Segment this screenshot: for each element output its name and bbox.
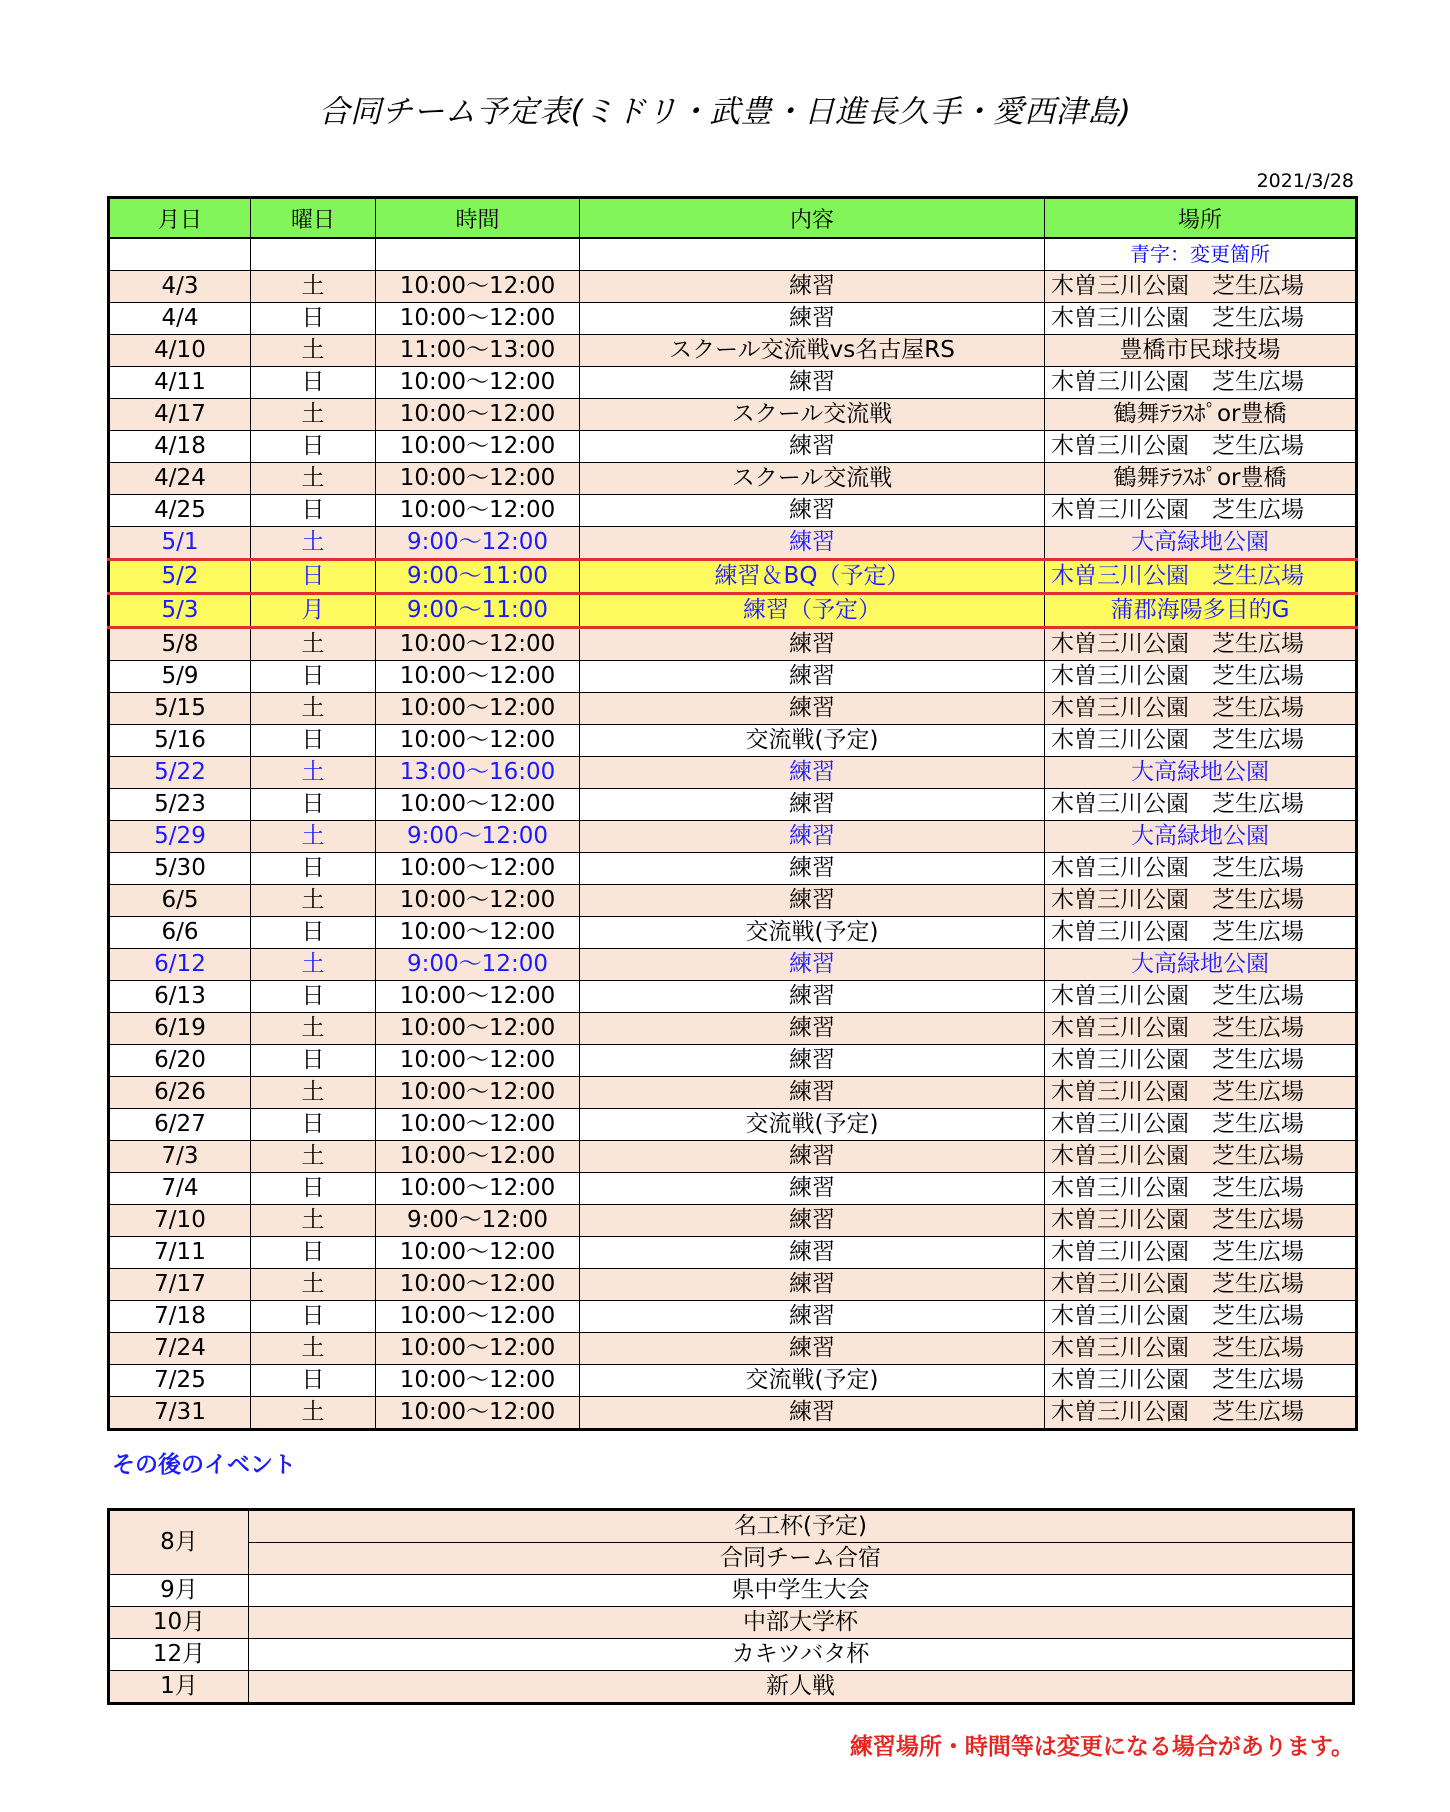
schedule-row	[109, 1141, 1357, 1173]
row-day: 土	[251, 757, 376, 789]
schedule-row	[109, 757, 1357, 789]
schedule-row	[109, 1333, 1357, 1365]
row-time: 10:00～12:00	[376, 1365, 580, 1397]
row-place: 木曽三川公園 芝生広場	[1045, 1301, 1357, 1333]
row-content: 練習	[580, 527, 1045, 560]
row-time: 10:00～12:00	[376, 1173, 580, 1205]
row-date: 7/10	[109, 1205, 251, 1237]
row-content: スクール交流戦vs名古屋RS	[580, 335, 1045, 367]
row-content: 練習	[580, 789, 1045, 821]
change-note: 青字：変更箇所	[1045, 238, 1357, 271]
row-time: 9:00～11:00	[376, 594, 580, 628]
row-content: 練習	[580, 495, 1045, 527]
event-name: カキツバタ杯	[249, 1639, 1354, 1671]
row-date: 4/10	[109, 335, 251, 367]
row-date: 7/31	[109, 1397, 251, 1430]
row-time: 10:00～12:00	[376, 1045, 580, 1077]
schedule-row	[109, 1237, 1357, 1269]
row-date: 7/17	[109, 1269, 251, 1301]
row-date: 6/26	[109, 1077, 251, 1109]
row-date: 5/3	[109, 594, 251, 628]
row-time: 10:00～12:00	[376, 725, 580, 757]
events-table	[107, 1508, 1355, 1705]
note-row	[109, 238, 1357, 271]
row-time: 10:00～12:00	[376, 917, 580, 949]
header-day: 曜日	[251, 198, 376, 239]
row-date: 5/8	[109, 628, 251, 661]
row-day: 土	[251, 821, 376, 853]
row-date: 6/27	[109, 1109, 251, 1141]
row-day: 日	[251, 1109, 376, 1141]
row-date: 6/13	[109, 981, 251, 1013]
row-date: 7/11	[109, 1237, 251, 1269]
schedule-row	[109, 1301, 1357, 1333]
row-place: 木曽三川公園 芝生広場	[1045, 271, 1357, 303]
schedule-row	[109, 303, 1357, 335]
row-date: 5/22	[109, 757, 251, 789]
header-date: 月日	[109, 198, 251, 239]
row-time: 10:00～12:00	[376, 271, 580, 303]
row-date: 7/3	[109, 1141, 251, 1173]
row-content: 練習	[580, 431, 1045, 463]
row-day: 日	[251, 661, 376, 693]
schedule-row	[109, 1013, 1357, 1045]
row-place: 木曽三川公園 芝生広場	[1045, 1237, 1357, 1269]
row-content: 練習	[580, 1333, 1045, 1365]
row-content: 練習	[580, 981, 1045, 1013]
row-time: 10:00～12:00	[376, 789, 580, 821]
row-time: 10:00～12:00	[376, 463, 580, 495]
row-place: 木曽三川公園 芝生広場	[1045, 367, 1357, 399]
row-content: 練習	[580, 1173, 1045, 1205]
schedule-row	[109, 628, 1357, 661]
row-day: 日	[251, 1301, 376, 1333]
row-date: 4/17	[109, 399, 251, 431]
header-row	[109, 198, 1357, 239]
row-day: 土	[251, 463, 376, 495]
schedule-row	[109, 981, 1357, 1013]
row-time: 10:00～12:00	[376, 885, 580, 917]
row-time: 10:00～12:00	[376, 1397, 580, 1430]
row-place: 木曽三川公園 芝生広場	[1045, 725, 1357, 757]
event-month: 1月	[109, 1671, 249, 1704]
row-content: 練習	[580, 303, 1045, 335]
event-month: 12月	[109, 1639, 249, 1671]
row-content: 練習	[580, 821, 1045, 853]
header-place: 場所	[1045, 198, 1357, 239]
row-place: 木曽三川公園 芝生広場	[1045, 853, 1357, 885]
row-date: 6/5	[109, 885, 251, 917]
row-content: スクール交流戦	[580, 399, 1045, 431]
row-day: 土	[251, 1205, 376, 1237]
row-day: 土	[251, 1013, 376, 1045]
row-day: 土	[251, 1333, 376, 1365]
row-time: 9:00～12:00	[376, 1205, 580, 1237]
schedule-row	[109, 1365, 1357, 1397]
row-date: 4/11	[109, 367, 251, 399]
row-day: 土	[251, 1141, 376, 1173]
row-place: 木曽三川公園 芝生広場	[1045, 1205, 1357, 1237]
row-day: 日	[251, 560, 376, 594]
row-day: 土	[251, 693, 376, 725]
row-time: 9:00～11:00	[376, 560, 580, 594]
schedule-row	[109, 1269, 1357, 1301]
row-content: 交流戦(予定)	[580, 1109, 1045, 1141]
event-name: 合同チーム合宿	[249, 1543, 1354, 1575]
row-content: 練習	[580, 1045, 1045, 1077]
row-place: 木曽三川公園 芝生広場	[1045, 1141, 1357, 1173]
row-date: 4/18	[109, 431, 251, 463]
schedule-row	[109, 885, 1357, 917]
event-row	[109, 1575, 1354, 1607]
document-date: 2021/3/28	[1256, 170, 1354, 192]
schedule-row	[109, 399, 1357, 431]
row-content: 練習	[580, 1077, 1045, 1109]
row-day: 土	[251, 1397, 376, 1430]
row-date: 4/24	[109, 463, 251, 495]
schedule-row	[109, 367, 1357, 399]
row-date: 5/23	[109, 789, 251, 821]
row-place: 大高緑地公園	[1045, 949, 1357, 981]
schedule-row	[109, 853, 1357, 885]
row-place: 木曽三川公園 芝生広場	[1045, 1013, 1357, 1045]
row-place: 木曽三川公園 芝生広場	[1045, 431, 1357, 463]
row-time: 10:00～12:00	[376, 303, 580, 335]
row-content: 練習	[580, 1397, 1045, 1430]
row-day: 土	[251, 628, 376, 661]
row-content: スクール交流戦	[580, 463, 1045, 495]
row-day: 日	[251, 917, 376, 949]
row-time: 10:00～12:00	[376, 853, 580, 885]
row-content: 交流戦(予定)	[580, 917, 1045, 949]
row-day: 日	[251, 1365, 376, 1397]
schedule-row	[109, 527, 1357, 560]
row-time: 10:00～12:00	[376, 1333, 580, 1365]
row-place: 木曽三川公園 芝生広場	[1045, 693, 1357, 725]
event-month: 9月	[109, 1575, 249, 1607]
row-day: 土	[251, 949, 376, 981]
row-content: 練習	[580, 853, 1045, 885]
row-place: 木曽三川公園 芝生広場	[1045, 1173, 1357, 1205]
row-day: 日	[251, 789, 376, 821]
header-content: 内容	[580, 198, 1045, 239]
event-row	[109, 1639, 1354, 1671]
row-place: 蒲郡海陽多目的G	[1045, 594, 1357, 628]
schedule-row	[109, 335, 1357, 367]
row-day: 日	[251, 725, 376, 757]
schedule-row	[109, 463, 1357, 495]
schedule-row	[109, 725, 1357, 757]
row-day: 土	[251, 527, 376, 560]
event-month: 8月	[109, 1510, 249, 1575]
event-name: 中部大学杯	[249, 1607, 1354, 1639]
row-day: 土	[251, 1077, 376, 1109]
schedule-row	[109, 1205, 1357, 1237]
row-day: 日	[251, 367, 376, 399]
row-day: 日	[251, 1045, 376, 1077]
row-time: 10:00～12:00	[376, 1269, 580, 1301]
row-date: 7/24	[109, 1333, 251, 1365]
row-date: 5/15	[109, 693, 251, 725]
row-time: 10:00～12:00	[376, 495, 580, 527]
schedule-row	[109, 917, 1357, 949]
row-content: 練習	[580, 661, 1045, 693]
row-place: 木曽三川公園 芝生広場	[1045, 1365, 1357, 1397]
row-date: 6/12	[109, 949, 251, 981]
schedule-row	[109, 1045, 1357, 1077]
row-day: 土	[251, 885, 376, 917]
row-place: 木曽三川公園 芝生広場	[1045, 1333, 1357, 1365]
row-place: 木曽三川公園 芝生広場	[1045, 560, 1357, 594]
row-content: 練習	[580, 693, 1045, 725]
event-name: 県中学生大会	[249, 1575, 1354, 1607]
row-date: 4/4	[109, 303, 251, 335]
row-place: 大高緑地公園	[1045, 527, 1357, 560]
row-content: 練習＆BQ（予定）	[580, 560, 1045, 594]
event-row	[109, 1607, 1354, 1639]
row-day: 日	[251, 1237, 376, 1269]
row-day: 日	[251, 981, 376, 1013]
row-time: 13:00～16:00	[376, 757, 580, 789]
event-row	[109, 1671, 1354, 1704]
footnote: 練習場所・時間等は変更になる場合があります。	[849, 1734, 1354, 1760]
row-place: 木曽三川公園 芝生広場	[1045, 789, 1357, 821]
row-date: 4/3	[109, 271, 251, 303]
row-day: 日	[251, 431, 376, 463]
row-date: 7/25	[109, 1365, 251, 1397]
schedule-row	[109, 693, 1357, 725]
row-day: 土	[251, 1269, 376, 1301]
event-name: 新人戦	[249, 1671, 1354, 1704]
schedule-row	[109, 1109, 1357, 1141]
row-time: 10:00～12:00	[376, 1077, 580, 1109]
row-time: 10:00～12:00	[376, 693, 580, 725]
schedule-row	[109, 495, 1357, 527]
row-content: 練習	[580, 1141, 1045, 1173]
row-date: 5/1	[109, 527, 251, 560]
schedule-row	[109, 560, 1357, 594]
row-place: 木曽三川公園 芝生広場	[1045, 1077, 1357, 1109]
row-time: 10:00～12:00	[376, 1013, 580, 1045]
row-time: 10:00～12:00	[376, 628, 580, 661]
event-row	[109, 1543, 1354, 1575]
row-date: 7/18	[109, 1301, 251, 1333]
row-content: 交流戦(予定)	[580, 1365, 1045, 1397]
row-date: 6/20	[109, 1045, 251, 1077]
schedule-table	[107, 196, 1358, 1431]
schedule-row	[109, 1173, 1357, 1205]
row-date: 6/19	[109, 1013, 251, 1045]
row-day: 日	[251, 853, 376, 885]
row-place: 鶴舞ﾃﾗｽﾎﾟor豊橋	[1045, 463, 1357, 495]
row-time: 10:00～12:00	[376, 431, 580, 463]
schedule-row	[109, 789, 1357, 821]
row-time: 10:00～12:00	[376, 1109, 580, 1141]
row-place: 木曽三川公園 芝生広場	[1045, 1269, 1357, 1301]
row-place: 木曽三川公園 芝生広場	[1045, 1045, 1357, 1077]
row-content: 練習（予定）	[580, 594, 1045, 628]
row-day: 土	[251, 335, 376, 367]
row-time: 9:00～12:00	[376, 821, 580, 853]
row-content: 練習	[580, 1301, 1045, 1333]
event-name: 名工杯(予定)	[249, 1510, 1354, 1543]
row-day: 日	[251, 495, 376, 527]
row-date: 5/9	[109, 661, 251, 693]
row-place: 木曽三川公園 芝生広場	[1045, 1397, 1357, 1430]
row-time: 10:00～12:00	[376, 1141, 580, 1173]
row-day: 月	[251, 594, 376, 628]
schedule-row	[109, 1077, 1357, 1109]
row-place: 木曽三川公園 芝生広場	[1045, 917, 1357, 949]
row-time: 9:00～12:00	[376, 527, 580, 560]
events-title: その後のイベント	[112, 1452, 296, 1478]
row-place: 木曽三川公園 芝生広場	[1045, 1109, 1357, 1141]
row-time: 9:00～12:00	[376, 949, 580, 981]
row-place: 大高緑地公園	[1045, 757, 1357, 789]
schedule-row	[109, 661, 1357, 693]
row-time: 10:00～12:00	[376, 367, 580, 399]
row-content: 練習	[580, 1205, 1045, 1237]
row-date: 6/6	[109, 917, 251, 949]
schedule-row	[109, 594, 1357, 628]
row-content: 練習	[580, 1013, 1045, 1045]
schedule-row	[109, 271, 1357, 303]
row-content: 練習	[580, 885, 1045, 917]
row-day: 土	[251, 399, 376, 431]
row-date: 5/30	[109, 853, 251, 885]
row-time: 10:00～12:00	[376, 1301, 580, 1333]
page-title: 合同チーム予定表(ミドリ・武豊・日進長久手・愛西津島)	[318, 94, 1132, 130]
row-place: 木曽三川公園 芝生広場	[1045, 661, 1357, 693]
event-month: 10月	[109, 1607, 249, 1639]
schedule-row	[109, 821, 1357, 853]
row-content: 交流戦(予定)	[580, 725, 1045, 757]
schedule-row	[109, 1397, 1357, 1430]
row-date: 5/2	[109, 560, 251, 594]
row-date: 5/16	[109, 725, 251, 757]
row-place: 豊橋市民球技場	[1045, 335, 1357, 367]
row-content: 練習	[580, 367, 1045, 399]
row-place: 木曽三川公園 芝生広場	[1045, 628, 1357, 661]
event-row	[109, 1510, 1354, 1543]
row-date: 4/25	[109, 495, 251, 527]
schedule-row	[109, 949, 1357, 981]
row-content: 練習	[580, 271, 1045, 303]
row-place: 木曽三川公園 芝生広場	[1045, 303, 1357, 335]
row-time: 11:00～13:00	[376, 335, 580, 367]
row-content: 練習	[580, 1237, 1045, 1269]
row-place: 木曽三川公園 芝生広場	[1045, 495, 1357, 527]
row-place: 木曽三川公園 芝生広場	[1045, 885, 1357, 917]
row-day: 日	[251, 303, 376, 335]
row-content: 練習	[580, 757, 1045, 789]
row-time: 10:00～12:00	[376, 981, 580, 1013]
row-place: 木曽三川公園 芝生広場	[1045, 981, 1357, 1013]
row-day: 日	[251, 1173, 376, 1205]
row-content: 練習	[580, 628, 1045, 661]
row-place: 大高緑地公園	[1045, 821, 1357, 853]
row-content: 練習	[580, 1269, 1045, 1301]
row-time: 10:00～12:00	[376, 661, 580, 693]
row-time: 10:00～12:00	[376, 399, 580, 431]
row-place: 鶴舞ﾃﾗｽﾎﾟor豊橋	[1045, 399, 1357, 431]
row-time: 10:00～12:00	[376, 1237, 580, 1269]
row-day: 土	[251, 271, 376, 303]
schedule-row	[109, 431, 1357, 463]
row-date: 5/29	[109, 821, 251, 853]
row-date: 7/4	[109, 1173, 251, 1205]
header-time: 時間	[376, 198, 580, 239]
row-content: 練習	[580, 949, 1045, 981]
